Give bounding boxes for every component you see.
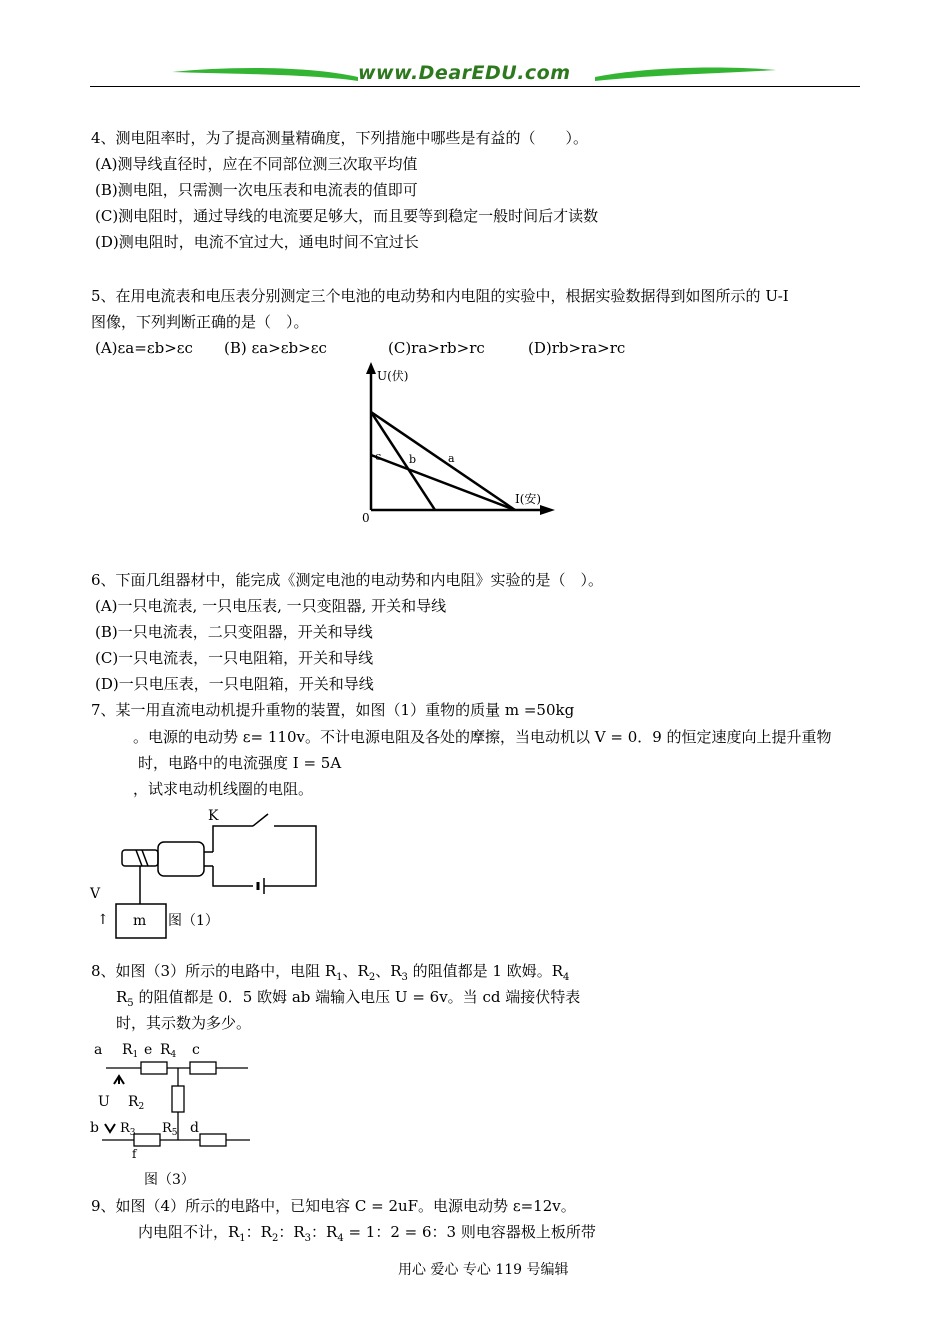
q8-fig-caption: 图（3） bbox=[144, 1172, 195, 1188]
q4-option-b: (B)测电阻，只需测一次电压表和电流表的值即可 bbox=[95, 181, 418, 199]
q7-wire-right bbox=[264, 826, 316, 886]
q5-graph-ylabel: U(伏) bbox=[377, 369, 409, 383]
q5-stem-line2: 图像，下列判断正确的是（ ）。 bbox=[91, 313, 309, 331]
q7-line3: 时，电路中的电流强度 I = 5A bbox=[138, 754, 342, 772]
q8-label-b: b bbox=[90, 1120, 99, 1136]
q5-option-c: (C)ra>rb>rc bbox=[388, 339, 485, 357]
q8-label-c: c bbox=[192, 1042, 200, 1058]
q6-option-b: (B)一只电流表，二只变阻器，开关和导线 bbox=[95, 623, 373, 641]
q8-resistor-r4 bbox=[190, 1062, 216, 1074]
q7-line1: 7、某一用直流电动机提升重物的装置，如图（1）重物的质量 m =50kg bbox=[91, 701, 575, 719]
q7-wire-top bbox=[213, 826, 253, 852]
q7-label-k: K bbox=[208, 808, 219, 824]
q6-option-d: (D)一只电压表，一只电阻箱，开关和导线 bbox=[95, 675, 374, 693]
q6-stem: 6、下面几组器材中，能完成《测定电池的电动势和内电阻》实验的是（ ）。 bbox=[91, 571, 604, 589]
q5-stem-line1: 5、在用电流表和电压表分别测定三个电池的电动势和内电阻的实验中，根据实验数据得到如图所示的 U-I bbox=[91, 287, 789, 305]
q5-graph-label-c: c bbox=[375, 450, 382, 463]
q5-graph-origin: 0 bbox=[362, 511, 370, 525]
q7-arrow-up: ↑ bbox=[97, 912, 109, 928]
q8-label-r1: $R_1$ bbox=[122, 1042, 139, 1060]
q5-graph-xlabel: I(安) bbox=[515, 492, 542, 506]
q7-fig-caption: 图（1） bbox=[168, 913, 219, 929]
q8-resistor-r5 bbox=[200, 1134, 226, 1146]
q5-graph-u-arrow bbox=[366, 362, 376, 374]
q5-option-d: (D)rb>ra>rc bbox=[528, 339, 626, 357]
q5-graph-line-c bbox=[371, 455, 515, 510]
q8-line2: $R_5$ 的阻值都是 0．5 欧姆 ab 端输入电压 U = 6v。当 cd 端接伏特表 bbox=[116, 988, 581, 1009]
q4-stem: 4、测电阻率时，为了提高测量精确度，下列措施中哪些是有益的（ ）。 bbox=[91, 129, 589, 147]
q9-line2: 内电阻不计，$R_1$：$R_2$：$R_3$：$R_4 = 1$：2 = 6：3 则电容器极上板所带 bbox=[138, 1223, 596, 1244]
q7-motor bbox=[158, 842, 204, 876]
q8-resistor-r1 bbox=[141, 1062, 167, 1074]
q5-graph-i-arrow bbox=[540, 505, 555, 515]
header-logo-text: www.DearEDU.com bbox=[358, 62, 571, 84]
q8-label-d: d bbox=[190, 1120, 199, 1136]
q6-option-a: (A)一只电流表, 一只电压表, 一只变阻器, 开关和导线 bbox=[95, 597, 447, 615]
q9-line1: 9、如图（4）所示的电路中，已知电容 C = 2uF。电源电动势 ε=12v。 bbox=[91, 1197, 576, 1215]
q5-option-b: (B) εa>εb>εc bbox=[224, 339, 327, 357]
header-rule bbox=[90, 86, 860, 87]
q8-resistor-r2 bbox=[172, 1086, 184, 1112]
q8-label-r2: $R_2$ bbox=[128, 1094, 145, 1112]
q8-label-r4: $R_4$ bbox=[160, 1042, 177, 1060]
q8-line1: 8、如图（3）所示的电路中，电阻 $R_1$、$R_2$、$R_3$ 的阻值都是 1 欧姆。$R_4$ bbox=[91, 962, 570, 983]
q4-option-c: (C)测电阻时，通过导线的电流要足够大，而且要等到稳定一般时间后才读数 bbox=[95, 207, 599, 225]
q7-label-m: m bbox=[133, 913, 147, 929]
q5-graph-label-b: b bbox=[409, 453, 417, 466]
q8-label-r3: $R_3$ bbox=[120, 1121, 136, 1138]
q8-label-f: f bbox=[132, 1147, 137, 1161]
footer-text: 用心 爱心 专心 119 号编辑 bbox=[398, 1262, 569, 1278]
q5-graph-label-a: a bbox=[448, 452, 455, 465]
q7-line2: 。电源的电动势 ε= 110v。不计电源电阻及各处的摩擦，当电动机以 V = 0．9 的恒定速度向上提升重物 bbox=[133, 728, 832, 746]
q8-arrow-down bbox=[105, 1124, 115, 1132]
q8-label-u: U bbox=[98, 1094, 110, 1110]
q5-option-a: (A)εa=εb>εc bbox=[95, 339, 193, 357]
q7-drum bbox=[122, 850, 158, 866]
q7-label-v: V bbox=[90, 886, 101, 902]
q4-option-d: (D)测电阻时，电流不宜过大，通电时间不宜过长 bbox=[95, 233, 419, 251]
q8-circuit-diagram bbox=[86, 1036, 266, 1196]
q8-line3: 时，其示数为多少。 bbox=[116, 1014, 252, 1032]
q5-graph-line-a bbox=[371, 412, 515, 510]
q5-ui-graph bbox=[355, 360, 565, 528]
q8-label-a: a bbox=[94, 1042, 103, 1058]
q4-option-a: (A)测导线直径时，应在不同部位测三次取平均值 bbox=[95, 155, 418, 173]
q7-motor-diagram bbox=[88, 800, 328, 940]
q8-label-e: e bbox=[144, 1042, 153, 1058]
q7-switch bbox=[253, 814, 268, 826]
q8-label-r5: $R_5$ bbox=[162, 1121, 178, 1138]
q8-resistor-r3 bbox=[134, 1134, 160, 1146]
q6-option-c: (C)一只电流表，一只电阻箱，开关和导线 bbox=[95, 649, 374, 667]
q7-line4: ，试求电动机线圈的电阻。 bbox=[133, 780, 314, 798]
